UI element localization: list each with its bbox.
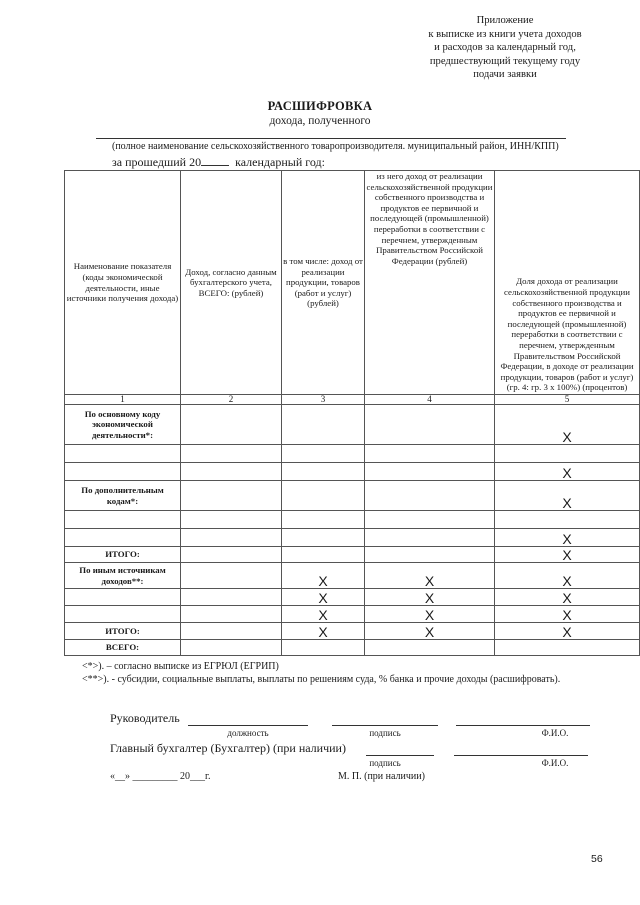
table-cell[interactable] — [181, 445, 282, 463]
document-subtitle: дохода, полученного — [269, 115, 371, 127]
appendix-line: Приложение — [476, 15, 534, 26]
sign-caption: подпись — [369, 728, 401, 738]
table-cell[interactable] — [365, 445, 495, 463]
table-cell[interactable] — [282, 445, 365, 463]
date-field[interactable]: «__» _________ 20___г. — [110, 771, 211, 782]
x-mark: X — [365, 623, 495, 640]
table-row — [65, 405, 640, 445]
footnote-1: <*>). – согласно выписке из ЕГРЮЛ (ЕГРИП) — [82, 661, 279, 672]
table-row — [65, 563, 640, 589]
appendix-line: подачи заявки — [473, 69, 537, 80]
table-header-row — [65, 171, 640, 395]
table-row — [65, 511, 640, 529]
table-cell[interactable] — [181, 481, 282, 511]
table-cell[interactable] — [282, 547, 365, 563]
column-number: 5 — [495, 395, 640, 405]
table-cell[interactable] — [65, 589, 181, 606]
x-mark: X — [365, 606, 495, 623]
table-cell[interactable] — [282, 481, 365, 511]
page-number: 56 — [591, 853, 603, 865]
sign-caption-2: подпись — [369, 758, 401, 768]
header-agri-income: из него доход от реализации сельскохозяйственной продукции собственного производства и продуктов ее первичной и последующей (промышленной) переработки в соответствии с перечнем, утвержденным Правительством Российской Федерации (рублей) — [365, 171, 495, 395]
row-label-extra-codes: По дополнительным кодам*: — [65, 481, 181, 511]
table-cell[interactable] — [181, 563, 282, 589]
accountant-sign-line[interactable] — [366, 755, 434, 756]
name-caption-2: Ф.И.О. — [541, 758, 569, 768]
table-cell[interactable] — [495, 445, 640, 463]
table-row — [65, 529, 640, 547]
column-number: 1 — [65, 395, 181, 405]
x-mark: X — [282, 623, 365, 640]
header-income-total: Доход, согласно данным бухгалтерского учета, ВСЕГО: (рублей) — [181, 171, 282, 395]
x-mark: X — [365, 563, 495, 589]
appendix-line: предшествующий текущему году — [429, 55, 581, 67]
row-label-total: ИТОГО: — [65, 547, 181, 563]
accountant-name-line[interactable] — [454, 755, 588, 756]
table-cell[interactable] — [282, 511, 365, 529]
row-label-other-sources: По иным источникам доходов**: — [65, 563, 181, 589]
table-row — [65, 589, 640, 606]
producer-name-hint: (полное наименование сельскохозяйственного товаропроизводителя. муниципальный район, ИНН/КПП) — [112, 141, 559, 152]
header-sales-income: в том числе: доход от реализации продукции, товаров (работ и услуг) (рублей) — [282, 171, 365, 395]
x-mark: X — [495, 563, 640, 589]
accountant-label: Главный бухгалтер (Бухгалтер) (при наличии) — [110, 741, 346, 755]
header-indicator: Наименование показателя (коды экономической деятельности, иные источники получения дохода) — [65, 171, 181, 395]
period-suffix: календарный год: — [235, 155, 325, 169]
table-cell[interactable] — [495, 511, 640, 529]
table-cell[interactable] — [65, 463, 181, 481]
position-caption: должность — [227, 728, 269, 738]
footnotes — [68, 660, 592, 686]
x-mark: X — [495, 623, 640, 640]
table-cell[interactable] — [365, 405, 495, 445]
x-mark: X — [495, 463, 640, 481]
x-mark: X — [495, 529, 640, 547]
period-prefix: за прошедший 20 — [112, 155, 202, 169]
reporting-period — [112, 155, 325, 170]
producer-name-line — [96, 138, 566, 139]
head-position-line[interactable] — [188, 725, 308, 726]
head-name-line[interactable] — [456, 725, 590, 726]
table-row — [65, 481, 640, 511]
stamp-place: М. П. (при наличии) — [338, 771, 425, 782]
table-cell[interactable] — [181, 589, 282, 606]
column-number: 2 — [181, 395, 282, 405]
column-numbers-row — [65, 395, 640, 405]
x-mark: X — [495, 606, 640, 623]
table-cell[interactable] — [495, 640, 640, 656]
table-cell[interactable] — [365, 463, 495, 481]
table-cell[interactable] — [65, 511, 181, 529]
table-cell[interactable] — [181, 623, 282, 640]
table-cell[interactable] — [65, 445, 181, 463]
table-cell[interactable] — [282, 463, 365, 481]
table-cell[interactable] — [365, 547, 495, 563]
table-cell[interactable] — [181, 511, 282, 529]
row-label-grand-total: ВСЕГО: — [65, 640, 181, 656]
x-mark: X — [495, 547, 640, 563]
table-row — [65, 623, 640, 640]
table-cell[interactable] — [365, 640, 495, 656]
table-cell[interactable] — [282, 640, 365, 656]
table-cell[interactable] — [181, 547, 282, 563]
column-number: 4 — [365, 395, 495, 405]
x-mark: X — [495, 481, 640, 511]
x-mark: X — [282, 589, 365, 606]
head-label: Руководитель — [110, 711, 180, 725]
table-row — [65, 640, 640, 656]
table-cell[interactable] — [181, 463, 282, 481]
table-cell[interactable] — [65, 606, 181, 623]
table-row — [65, 445, 640, 463]
column-number: 3 — [282, 395, 365, 405]
name-caption: Ф.И.О. — [541, 728, 569, 738]
table-cell[interactable] — [365, 511, 495, 529]
row-label-main-code: По основному коду экономической деятельности*: — [65, 405, 181, 445]
table-cell[interactable] — [181, 606, 282, 623]
table-cell[interactable] — [181, 640, 282, 656]
table-cell[interactable] — [365, 529, 495, 547]
appendix-note — [380, 14, 630, 82]
table-cell[interactable] — [65, 529, 181, 547]
appendix-line: к выписке из книги учета доходов — [428, 28, 582, 40]
x-mark: X — [282, 606, 365, 623]
x-mark: X — [495, 589, 640, 606]
table-cell[interactable] — [282, 405, 365, 445]
table-cell[interactable] — [181, 405, 282, 445]
document-title: РАСШИФРОВКА — [267, 99, 373, 113]
table-row — [65, 547, 640, 563]
footnote-2: <**>). - субсидии, социальные выплаты, выплаты по решениям суда, % банка и прочие доходы (расшифровать). — [82, 674, 561, 685]
income-table — [64, 170, 640, 656]
table-row — [65, 606, 640, 623]
table-row — [65, 463, 640, 481]
head-sign-line[interactable] — [332, 725, 438, 726]
x-mark: X — [495, 405, 640, 445]
table-cell[interactable] — [365, 481, 495, 511]
year-blank — [201, 155, 229, 166]
x-mark: X — [365, 589, 495, 606]
appendix-line: и расходов за календарный год, — [434, 42, 576, 53]
table-cell[interactable] — [282, 529, 365, 547]
header-agri-share: Доля дохода от реализации сельскохозяйственной продукции собственного производства и продуктов ее первичной и последующей (промышленной) переработки в соответствии с перечнем, утвержденным Правительством Российской Федерации, в доходе от реализации продукции, товаров (работ и услуг) (гр. 4: гр. 3 х 100%) (процентов) — [495, 171, 640, 395]
x-mark: X — [282, 563, 365, 589]
row-label-total-2: ИТОГО: — [65, 623, 181, 640]
table-cell[interactable] — [181, 529, 282, 547]
